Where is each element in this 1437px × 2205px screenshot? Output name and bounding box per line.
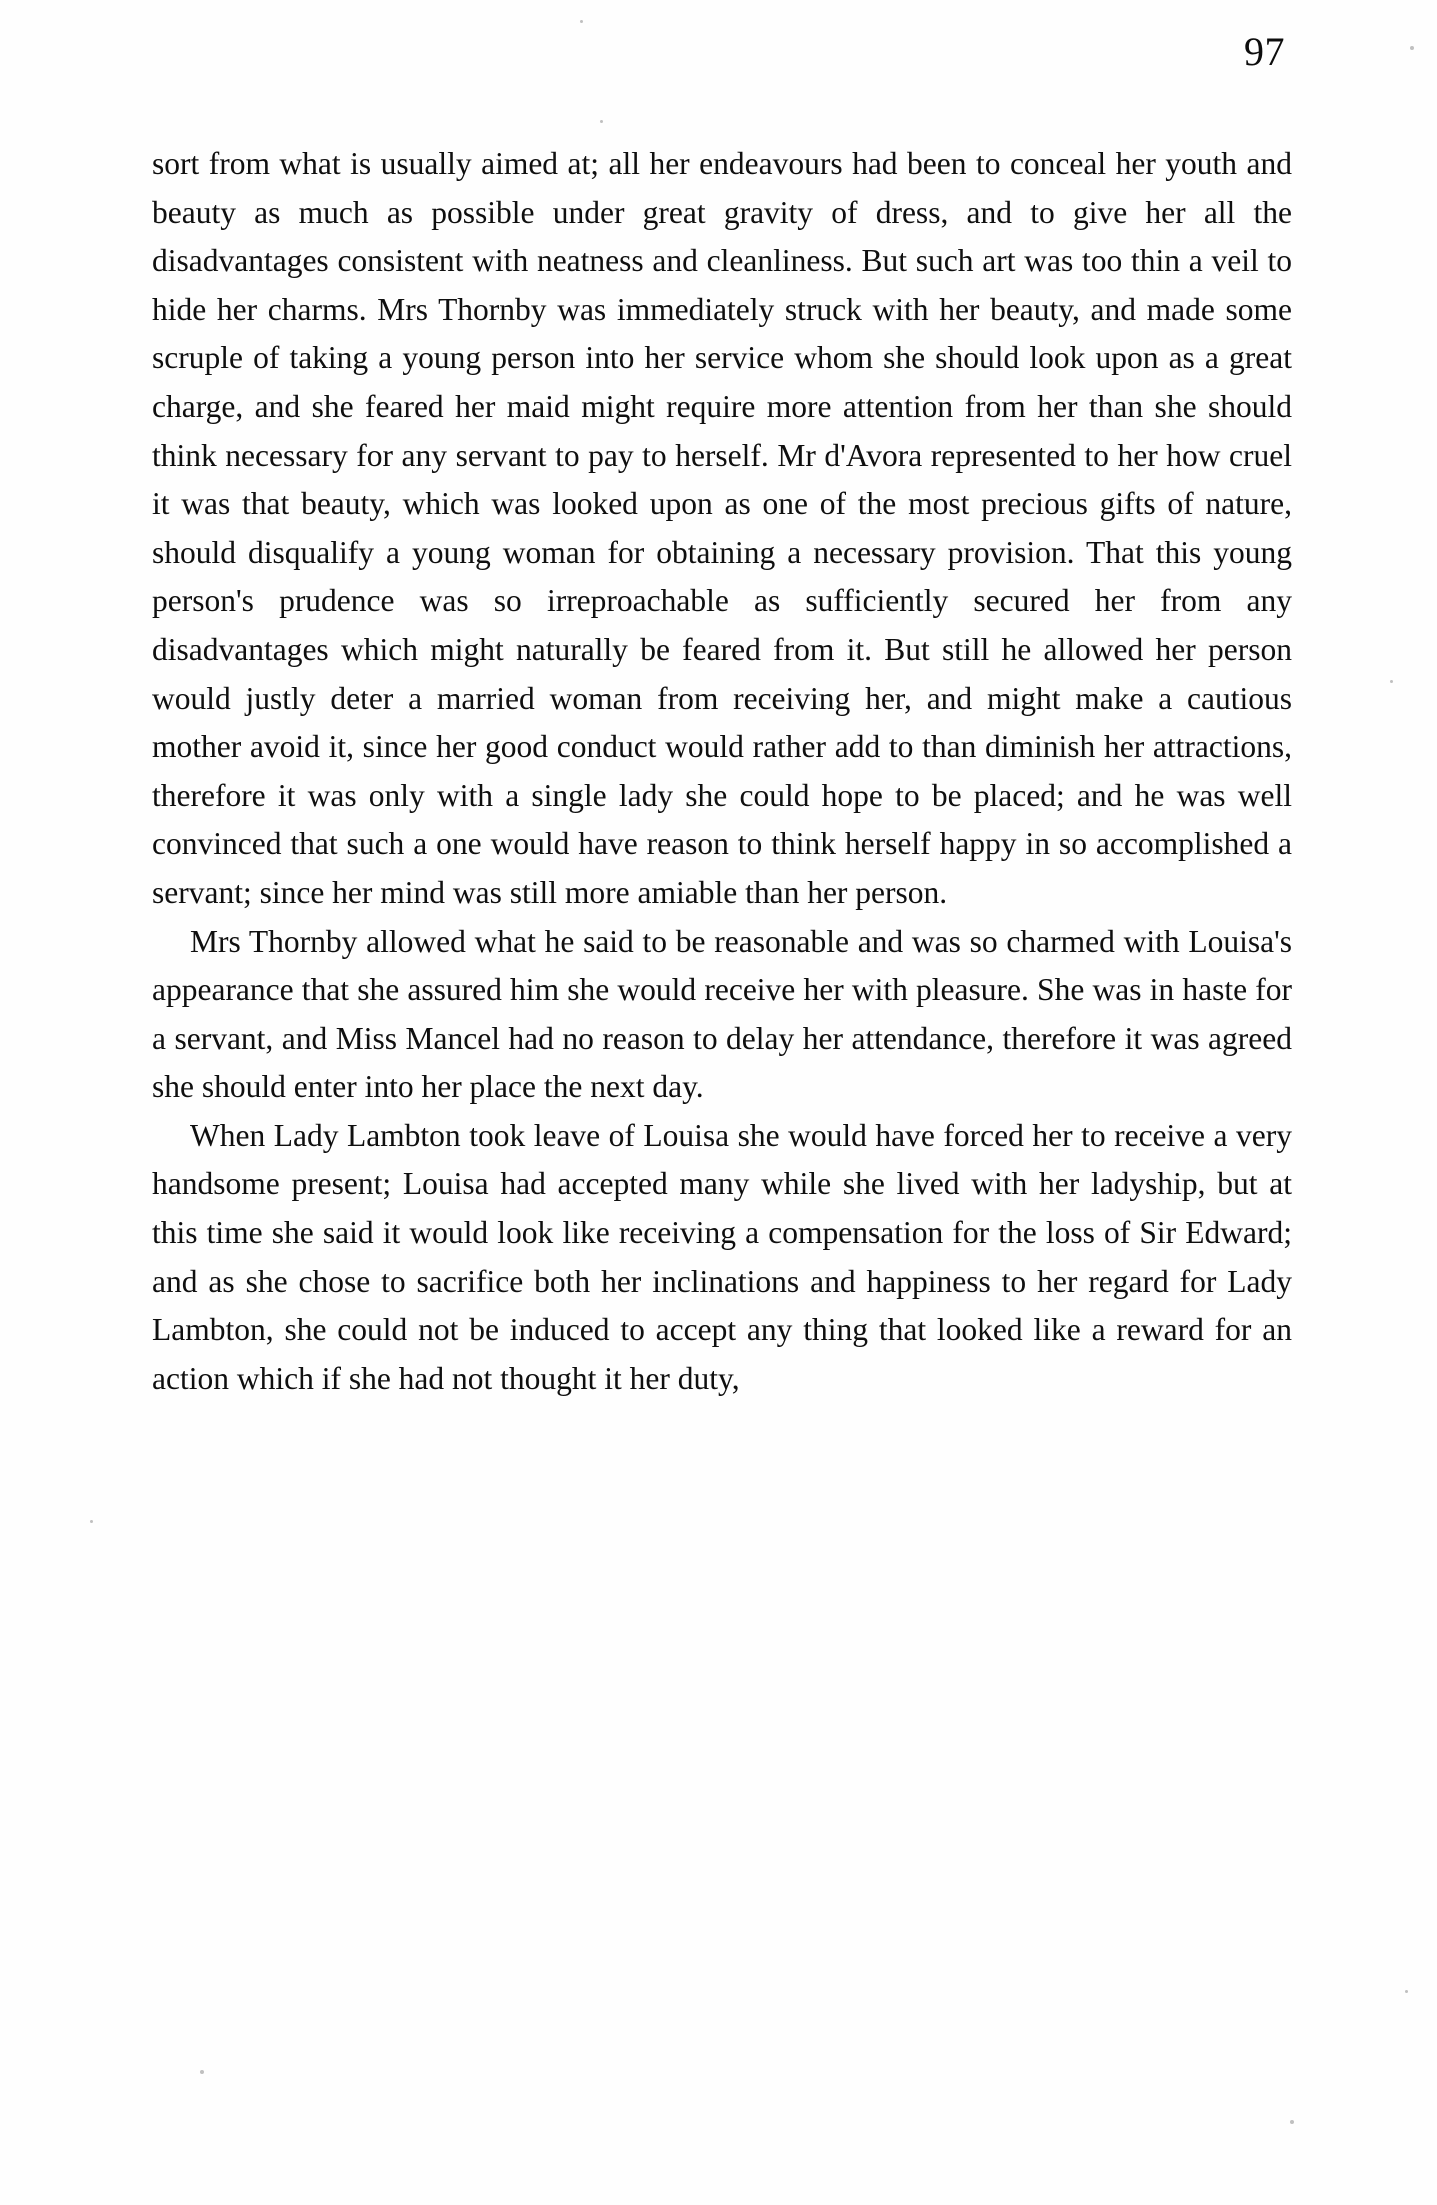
scan-speck	[1410, 46, 1414, 50]
scan-speck	[580, 20, 583, 23]
page-body-text	[152, 140, 1292, 1403]
paragraph-2: Mrs Thornby allowed what he said to be reasonable and was so charmed with Louisa's appearance that she assured him she would receive her with pleasure. She was in haste for a servant, and Miss Mancel had no reason to delay her attendance, therefore it was agreed she should enter into her place the next day.	[152, 923, 1292, 1105]
page-number: 97	[1244, 29, 1285, 74]
scan-speck	[600, 120, 603, 123]
scan-speck	[1390, 680, 1393, 683]
scan-speck	[90, 1520, 93, 1523]
paragraph-1: sort from what is usually aimed at; all her endeavours had been to conceal her youth and beauty as much as possible under great gravity of dress, and to give her all the disadvantages consistent with neatness and cleanliness. But such art was too thin a veil to hide her charms. Mrs Thornby was immediately struck with her beauty, and made some scruple of taking a young person into her service whom she should look upon as a great charge, and she feared her maid might require more attention from her than she should think necessary for any servant to pay to herself. Mr d'Avora represented to her how cruel it was that beauty, which was looked upon as one of the most precious gifts of nature, should disqualify a young woman for obtaining a necessary provision. That this young person's prudence was so irreproachable as sufficiently secured her from any disadvantages which might naturally be feared from it. But still he allowed her person would justly deter a married woman from receiving her, and might make a cautious mother avoid it, since her good conduct would rather add to than diminish her attractions, therefore it was only with a single lady she could hope to be placed; and he was well convinced that such a one would have reason to think herself happy in so accomplished a servant; since her mind was still more amiable than her person.	[152, 146, 1292, 910]
paragraph-3: When Lady Lambton took leave of Louisa she would have forced her to receive a very handsome present; Louisa had accepted many while she lived with her ladyship, but at this time she said it would look like receiving a compensation for the loss of Sir Edward; and as she chose to sacrifice both her inclinations and happiness to her regard for Lady Lambton, she could not be induced to accept any thing that looked like a reward for an action which if she had not thought it her duty,	[152, 1117, 1292, 1396]
scan-speck	[200, 2070, 204, 2074]
scan-speck	[1290, 2120, 1294, 2124]
scan-speck	[1405, 1990, 1408, 1993]
